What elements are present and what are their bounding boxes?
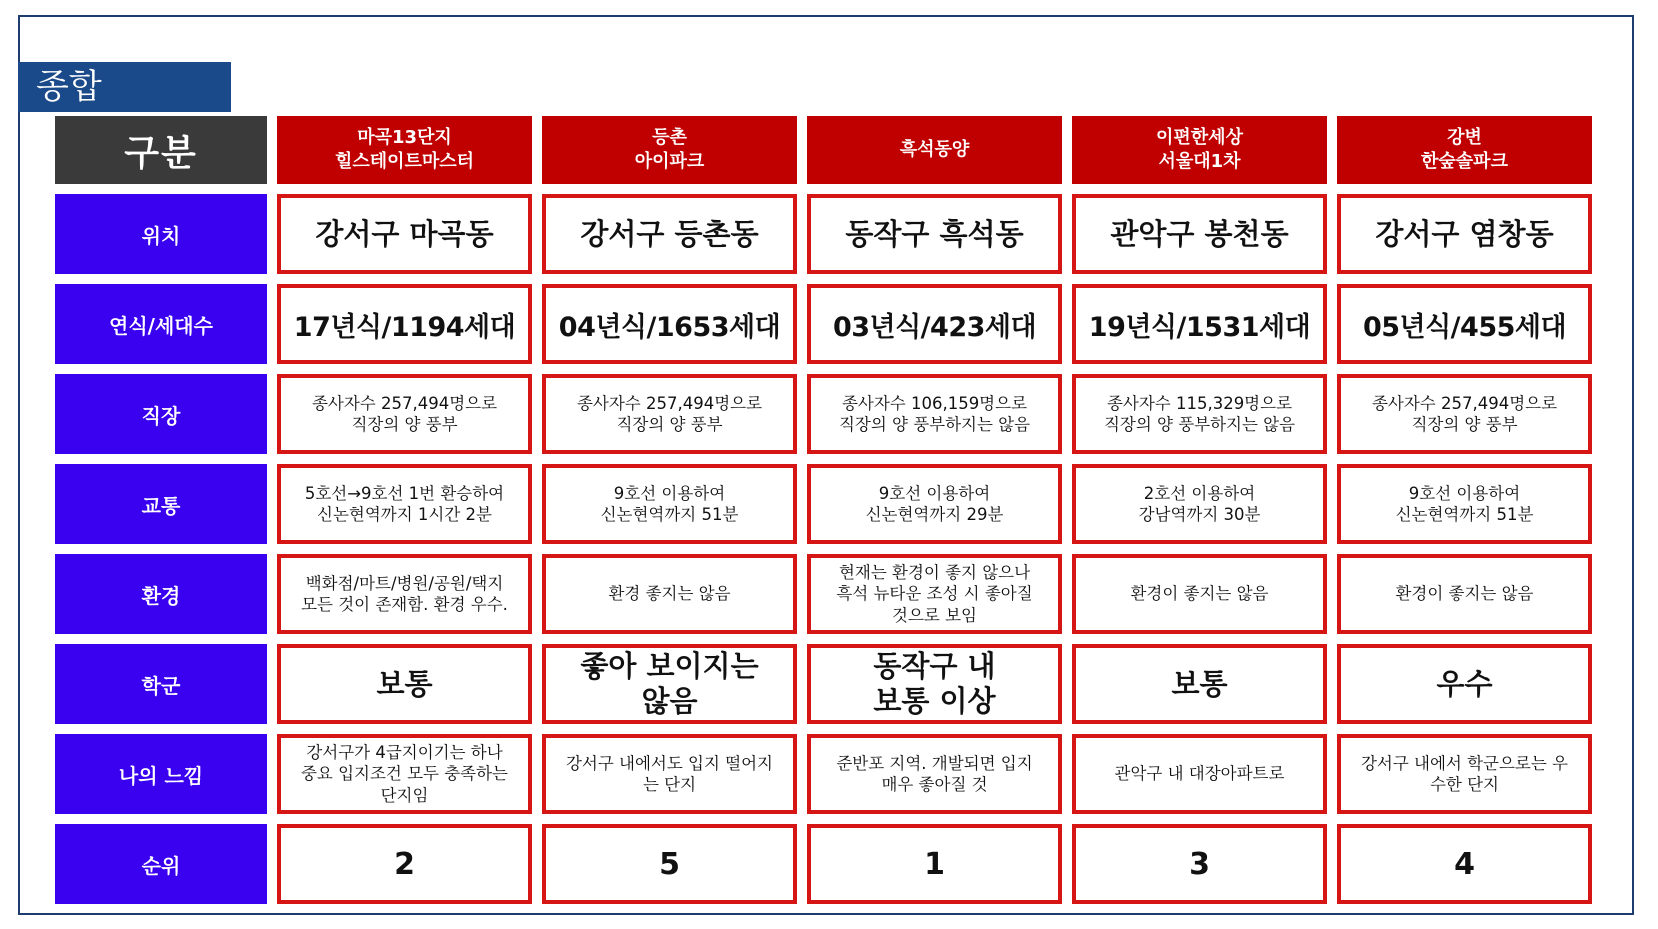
table-cell: 9호선 이용하여 신논현역까지 51분 — [542, 464, 797, 544]
table-cell: 종사자수 115,329명으로 직장의 양 풍부하지는 않음 — [1072, 374, 1327, 454]
column-header-1: 마곡13단지 힐스테이트마스터 — [277, 116, 532, 184]
table-cell: 좋아 보이지는 않음 — [542, 644, 797, 724]
table-cell: 환경이 좋지는 않음 — [1337, 554, 1592, 634]
column-header-2: 등촌 아이파크 — [542, 116, 797, 184]
table-cell: 강서구 마곡동 — [277, 194, 532, 274]
table-cell: 2호선 이용하여 강남역까지 30분 — [1072, 464, 1327, 544]
comparison-table — [55, 116, 1592, 904]
table-cell: 관악구 내 대장아파트로 — [1072, 734, 1327, 814]
table-cell: 보통 — [1072, 644, 1327, 724]
table-cell: 05년식/455세대 — [1337, 284, 1592, 364]
table-cell: 강서구가 4급지이기는 하나 중요 입지조건 모두 충족하는 단지임 — [277, 734, 532, 814]
table-cell: 보통 — [277, 644, 532, 724]
table-cell: 환경이 좋지는 않음 — [1072, 554, 1327, 634]
table-cell: 우수 — [1337, 644, 1592, 724]
table-cell: 17년식/1194세대 — [277, 284, 532, 364]
table-cell: 현재는 환경이 좋지 않으나 흑석 뉴타운 조성 시 좋아질 것으로 보임 — [807, 554, 1062, 634]
section-title: 종합 — [18, 62, 231, 112]
table-cell: 04년식/1653세대 — [542, 284, 797, 364]
row-header-8: 순위 — [55, 824, 267, 904]
column-header-5: 강변 한숲솔파크 — [1337, 116, 1592, 184]
table-cell: 강서구 내에서 학군으로는 우 수한 단지 — [1337, 734, 1592, 814]
table-cell: 준반포 지역. 개발되면 입지 매우 좋아질 것 — [807, 734, 1062, 814]
row-header-5: 환경 — [55, 554, 267, 634]
table-cell: 종사자수 257,494명으로 직장의 양 풍부 — [542, 374, 797, 454]
table-cell: 종사자수 106,159명으로 직장의 양 풍부하지는 않음 — [807, 374, 1062, 454]
table-cell: 강서구 내에서도 입지 떨어지 는 단지 — [542, 734, 797, 814]
table-cell: 관악구 봉천동 — [1072, 194, 1327, 274]
table-cell: 강서구 등촌동 — [542, 194, 797, 274]
row-header-3: 직장 — [55, 374, 267, 454]
table-cell: 5호선→9호선 1번 환승하여 신논현역까지 1시간 2분 — [277, 464, 532, 544]
table-corner-header: 구분 — [55, 116, 267, 184]
column-header-4: 이편한세상 서울대1차 — [1072, 116, 1327, 184]
table-cell: 1 — [807, 824, 1062, 904]
table-cell: 종사자수 257,494명으로 직장의 양 풍부 — [277, 374, 532, 454]
table-cell: 2 — [277, 824, 532, 904]
table-cell: 3 — [1072, 824, 1327, 904]
table-cell: 동작구 흑석동 — [807, 194, 1062, 274]
row-header-1: 위치 — [55, 194, 267, 274]
table-cell: 환경 좋지는 않음 — [542, 554, 797, 634]
row-header-2: 연식/세대수 — [55, 284, 267, 364]
table-cell: 03년식/423세대 — [807, 284, 1062, 364]
row-header-4: 교통 — [55, 464, 267, 544]
table-cell: 4 — [1337, 824, 1592, 904]
row-header-7: 나의 느낌 — [55, 734, 267, 814]
table-cell: 9호선 이용하여 신논현역까지 51분 — [1337, 464, 1592, 544]
row-header-6: 학군 — [55, 644, 267, 724]
table-cell: 종사자수 257,494명으로 직장의 양 풍부 — [1337, 374, 1592, 454]
table-cell: 강서구 염창동 — [1337, 194, 1592, 274]
table-cell: 9호선 이용하여 신논현역까지 29분 — [807, 464, 1062, 544]
table-cell: 동작구 내 보통 이상 — [807, 644, 1062, 724]
table-cell: 5 — [542, 824, 797, 904]
table-cell: 백화점/마트/병원/공원/택지 모든 것이 존재함. 환경 우수. — [277, 554, 532, 634]
column-header-3: 흑석동양 — [807, 116, 1062, 184]
table-cell: 19년식/1531세대 — [1072, 284, 1327, 364]
